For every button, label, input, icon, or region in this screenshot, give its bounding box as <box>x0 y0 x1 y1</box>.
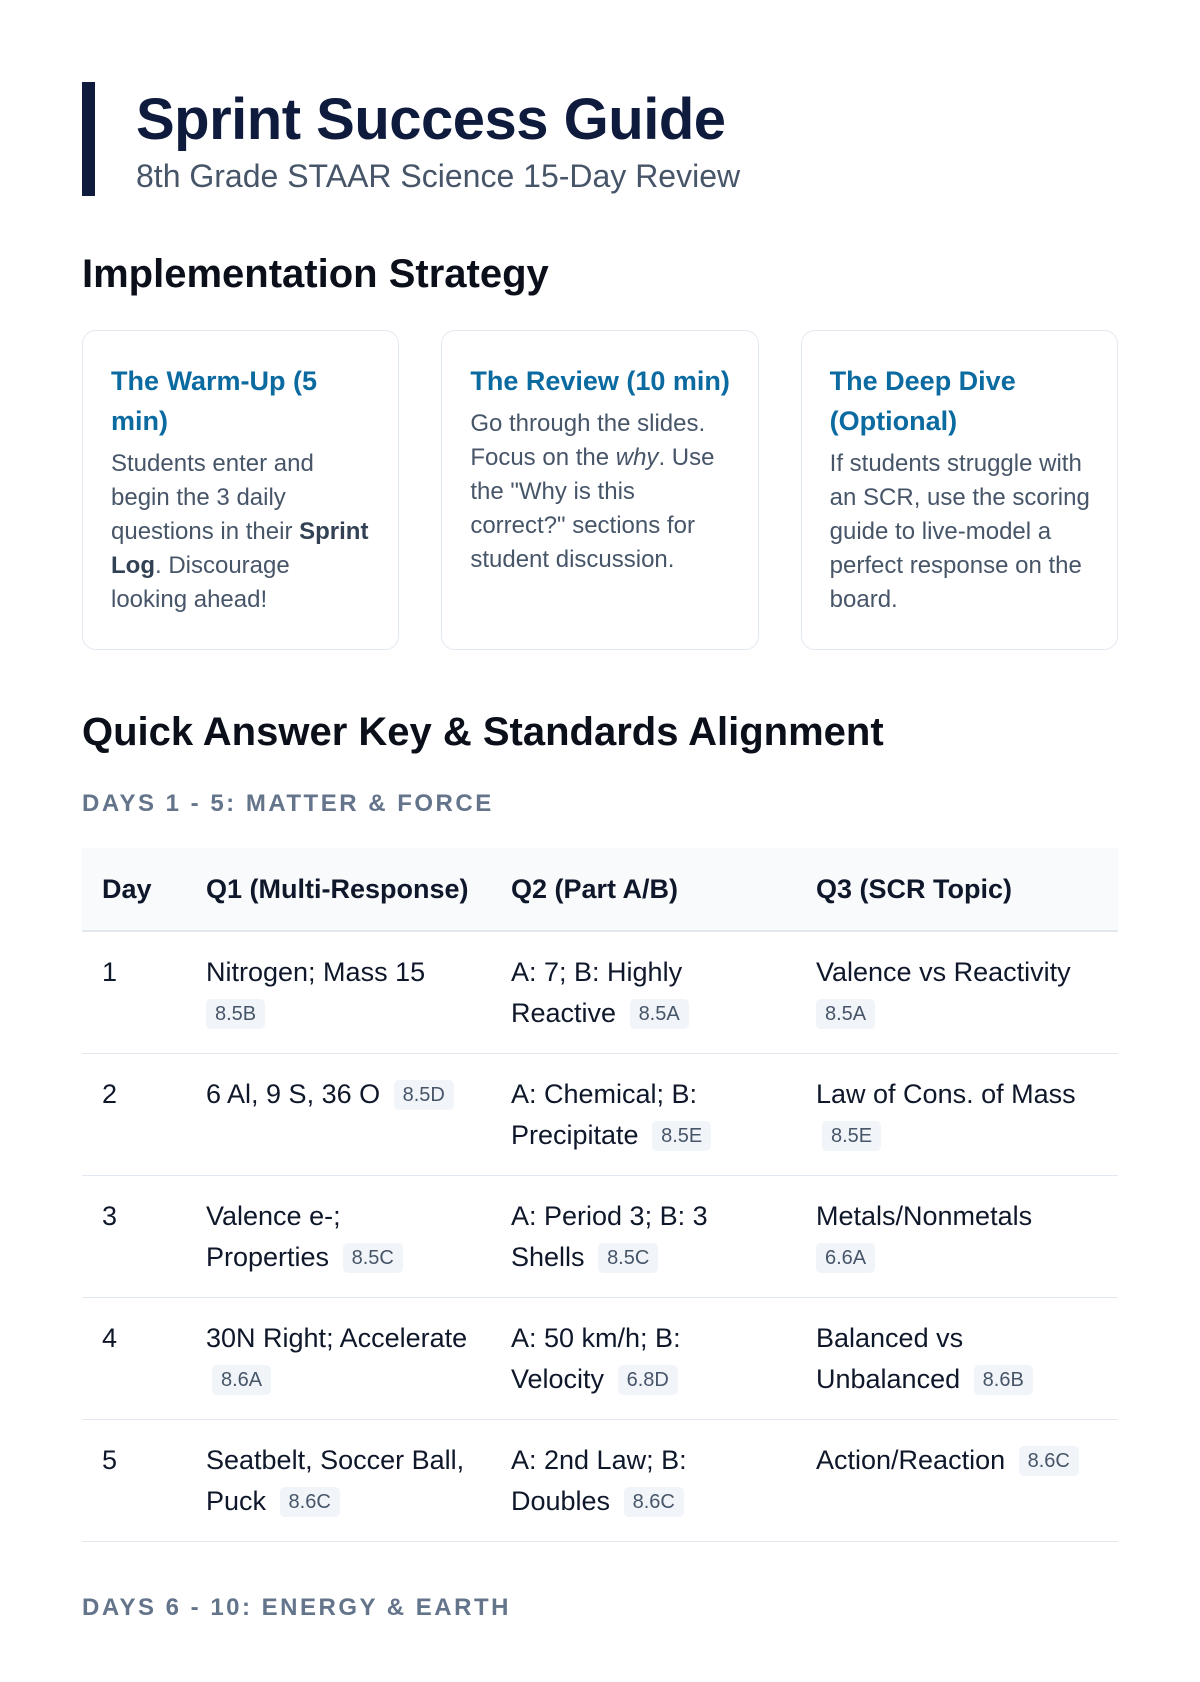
page <box>0 82 1200 1622</box>
answer-text: Valence vs Reactivity <box>816 957 1071 987</box>
answer-text: A: 7; B: Highly Reactive <box>511 957 683 1028</box>
q3-cell <box>796 1175 1118 1297</box>
standard-badge: 8.6C <box>280 1487 340 1517</box>
strategy-heading: Implementation Strategy <box>82 252 549 296</box>
answer-text: Law of Cons. of Mass <box>816 1078 1076 1109</box>
answer-text: Nitrogen; Mass 15 <box>206 957 426 987</box>
standard-badge: 8.5B <box>206 999 265 1029</box>
card-title: The Review (10 min) <box>470 366 730 396</box>
q1-cell <box>186 1419 491 1541</box>
table-row <box>82 1297 1118 1419</box>
q1-cell <box>186 1175 491 1297</box>
q3-cell <box>796 1419 1118 1541</box>
standard-badge: 8.5A <box>816 999 875 1029</box>
answer-text: Action/Reaction <box>816 1444 1006 1475</box>
page-subtitle: 8th Grade STAAR Science 15-Day Review <box>136 158 741 194</box>
answer-text: Seatbelt, Soccer Ball, Puck <box>206 1444 465 1516</box>
answer-text: Metals/Nonmetals <box>816 1200 1033 1231</box>
group-label-days-1-5: DAYS 1 - 5: MATTER & FORCE <box>82 790 494 817</box>
standard-badge: 8.5C <box>598 1243 658 1273</box>
page-title: Sprint Success Guide <box>136 87 726 152</box>
answer-text: 30N Right; Accelerate <box>206 1322 468 1353</box>
answer-text: A: Chemical; B: Precipitate <box>511 1078 698 1150</box>
table-header-row <box>82 848 1118 931</box>
card-text: . Use the "Why is this correct?" sections for student discussion. <box>470 444 715 573</box>
day-cell: 1 <box>82 931 186 1053</box>
q1-cell <box>186 931 491 1053</box>
answer-text: Balanced vs Unbalanced <box>816 1322 964 1394</box>
day-cell: 5 <box>82 1419 186 1541</box>
q2-cell <box>491 931 796 1053</box>
card-text: Students enter and begin the 3 daily questions in their <box>111 450 314 545</box>
answer-text: A: Period 3; B: 3 Shells <box>511 1200 708 1272</box>
q3-cell <box>796 931 1118 1053</box>
standard-badge: 8.6B <box>974 1365 1033 1395</box>
column-header-q2: Q2 (Part A/B) <box>491 848 796 931</box>
accent-bar <box>82 82 95 196</box>
standard-badge: 8.5D <box>394 1080 454 1110</box>
card-text: . Discourage looking ahead! <box>111 552 290 613</box>
q1-cell <box>186 1297 491 1419</box>
group-label-days-6-10: DAYS 6 - 10: ENERGY & EARTH <box>82 1593 511 1621</box>
standard-badge: 8.6C <box>624 1487 684 1517</box>
day-cell: 4 <box>82 1297 186 1419</box>
standard-badge: 8.6C <box>1019 1446 1079 1476</box>
card-title: The Deep Dive (Optional) <box>829 366 1016 436</box>
day-cell: 3 <box>82 1175 186 1297</box>
answer-key-table <box>82 848 1118 1542</box>
card-body <box>470 407 731 577</box>
standard-badge: 8.5A <box>630 999 689 1029</box>
standard-badge: 8.5E <box>652 1121 711 1151</box>
card-body <box>111 447 372 617</box>
q2-cell <box>491 1419 796 1541</box>
strategy-card-review <box>441 330 758 650</box>
table-row <box>82 1175 1118 1297</box>
day-cell: 2 <box>82 1053 186 1175</box>
standard-badge: 6.6A <box>816 1243 875 1273</box>
answer-key-heading: Quick Answer Key & Standards Alignment <box>82 710 884 754</box>
standard-badge: 8.5C <box>343 1243 403 1273</box>
standard-badge: 8.5E <box>822 1121 881 1151</box>
strategy-card-warmup <box>82 330 399 650</box>
q2-cell <box>491 1175 796 1297</box>
standard-badge: 8.6A <box>212 1365 271 1395</box>
table-row <box>82 1419 1118 1541</box>
answer-text: 6 Al, 9 S, 36 O <box>206 1078 381 1109</box>
standard-badge: 6.8D <box>618 1365 678 1395</box>
card-text: Go through the slides. Focus on the <box>470 410 706 471</box>
column-header-day: Day <box>82 848 186 931</box>
q2-cell <box>491 1297 796 1419</box>
table-row <box>82 1053 1118 1175</box>
q2-cell <box>491 1053 796 1175</box>
q1-cell <box>186 1053 491 1175</box>
answer-text: A: 50 km/h; B: Velocity <box>511 1322 681 1394</box>
guide-header <box>82 82 1118 196</box>
table-row <box>82 931 1118 1053</box>
card-emphasis: why <box>615 444 659 471</box>
strategy-cards <box>82 330 1118 650</box>
card-title: The Warm-Up (5 min) <box>111 366 318 436</box>
card-emphasis: Sprint Log <box>111 518 369 579</box>
q3-cell <box>796 1053 1118 1175</box>
answer-text: Valence e-; Properties <box>206 1200 341 1272</box>
column-header-q3: Q3 (SCR Topic) <box>796 848 1118 931</box>
card-body: If students struggle with an SCR, use the scoring guide to live-model a perfect response on the board. <box>829 450 1090 613</box>
q3-cell <box>796 1297 1118 1419</box>
answer-text: A: 2nd Law; B: Doubles <box>511 1444 687 1516</box>
column-header-q1: Q1 (Multi-Response) <box>186 848 491 931</box>
strategy-card-deep-dive <box>801 330 1118 650</box>
